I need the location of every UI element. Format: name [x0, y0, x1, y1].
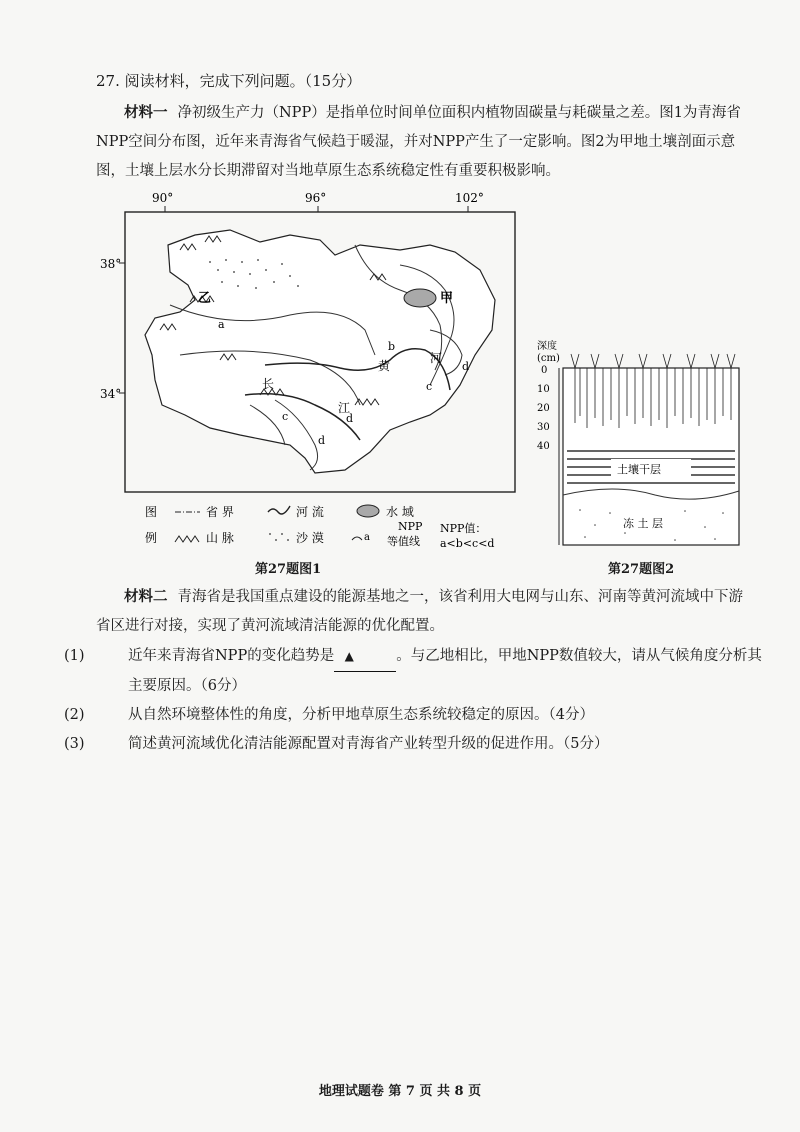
- label-jiang: 江: [338, 401, 351, 415]
- question-list: [64, 642, 776, 759]
- material-1: [96, 98, 746, 186]
- label-jia: 甲: [440, 291, 454, 306]
- figure-2-soil-profile: [535, 335, 755, 575]
- desert-legend-icon: [269, 533, 289, 541]
- lon-label-90: 90°: [152, 191, 174, 205]
- question-title: 27. 阅读材料，完成下列问题。（15分）: [96, 72, 362, 90]
- page-footer: 地理试题卷 第 7 页 共 8 页: [318, 1084, 482, 1099]
- contour-label-c: c: [426, 380, 433, 393]
- legend-npp-1: NPP: [398, 520, 423, 533]
- lat-label-34: 34°: [100, 387, 122, 401]
- material-1-label: 材料一: [124, 104, 168, 121]
- question-3: (3) 简述黄河流域优化清洁能源配置对青海省产业转型升级的促进作用。（5分）: [64, 736, 609, 752]
- contour-label-b: b: [388, 340, 396, 353]
- mountain-legend-icon: [175, 536, 199, 542]
- legend-mountain: 山 脉: [206, 531, 234, 545]
- material-2-label: 材料二: [124, 588, 168, 605]
- water-body: [404, 289, 436, 307]
- depth-tick-0: 0: [541, 365, 548, 376]
- figure-1-caption: 第27题图1: [255, 562, 322, 577]
- contour-label-d-east: d: [346, 412, 354, 425]
- question-1: (1) 近年来青海省NPP的变化趋势是 ▲ 。与乙地相比，甲地NPP数值较大，请从气候角度分析其主要原因。（6分）: [96, 642, 776, 701]
- legend-npp-2: 等值线: [387, 535, 420, 548]
- dry-layer-label: 土壤干层: [617, 463, 661, 476]
- svg-text:a: a: [364, 532, 370, 543]
- contour-label-a: a: [218, 318, 225, 331]
- water-legend-icon: [357, 505, 379, 517]
- label-he: 河: [430, 351, 443, 365]
- contour-label-c-south: c: [282, 410, 289, 423]
- svg-text:例: 例: [145, 531, 158, 545]
- label-chang: 长: [262, 377, 275, 391]
- answer-blank[interactable]: ▲: [334, 642, 396, 672]
- depth-tick-20: 20: [537, 403, 550, 414]
- npp-legend-icon: [352, 537, 362, 540]
- figure-1-map: [100, 190, 520, 570]
- frozen-layer-label: 冻 土 层: [623, 517, 663, 530]
- material-2-text: 青海省是我国重点建设的能源基地之一，该省利用大电网与山东、河南等黄河流域中下游省区进行对接，实现了黄河流域清洁能源的优化配置。: [96, 589, 743, 634]
- river-legend-icon: [268, 506, 290, 514]
- question-2: (2) 从自然环境整体性的角度，分析甲地草原生态系统较稳定的原因。（4分）: [64, 707, 594, 723]
- lon-label-96: 96°: [305, 191, 327, 205]
- figure-2-caption: 第27题图2: [608, 562, 675, 577]
- legend-npp-value-2: a<b<c<d: [440, 537, 495, 550]
- lon-label-102: 102°: [455, 191, 484, 205]
- material-2: [96, 582, 746, 641]
- svg-text:图: 图: [145, 505, 158, 519]
- legend-province: 省 界: [206, 505, 234, 519]
- legend-npp-value-1: NPP值：: [440, 522, 487, 535]
- contour-label-d: d: [462, 360, 470, 373]
- label-yi: 乙: [198, 291, 212, 306]
- depth-tick-30: 30: [537, 422, 550, 433]
- legend-river: 河 流: [296, 505, 324, 519]
- label-huang: 黄: [378, 359, 391, 373]
- legend-desert: 沙 漠: [296, 531, 324, 545]
- depth-tick-10: 10: [537, 384, 550, 395]
- svg-text:(cm): (cm): [537, 353, 560, 364]
- depth-label: 深度: [537, 341, 557, 352]
- material-1-text: 净初级生产力（NPP）是指单位时间单位面积内植物固碳量与耗碳量之差。图1为青海省NPP空间分布图，近年来青海省气候趋于暖湿，并对NPP产生了一定影响。图2为甲地土壤剖面示意图，土壤上层水分长期滞留对当地草原生态系统稳定性有重要积极影响。: [96, 105, 741, 179]
- map-legend: [145, 504, 494, 550]
- lat-label-38: 38°: [100, 257, 122, 271]
- contour-label-d-south: d: [318, 434, 326, 447]
- legend-water: 水 域: [386, 505, 414, 519]
- depth-tick-40: 40: [537, 441, 550, 452]
